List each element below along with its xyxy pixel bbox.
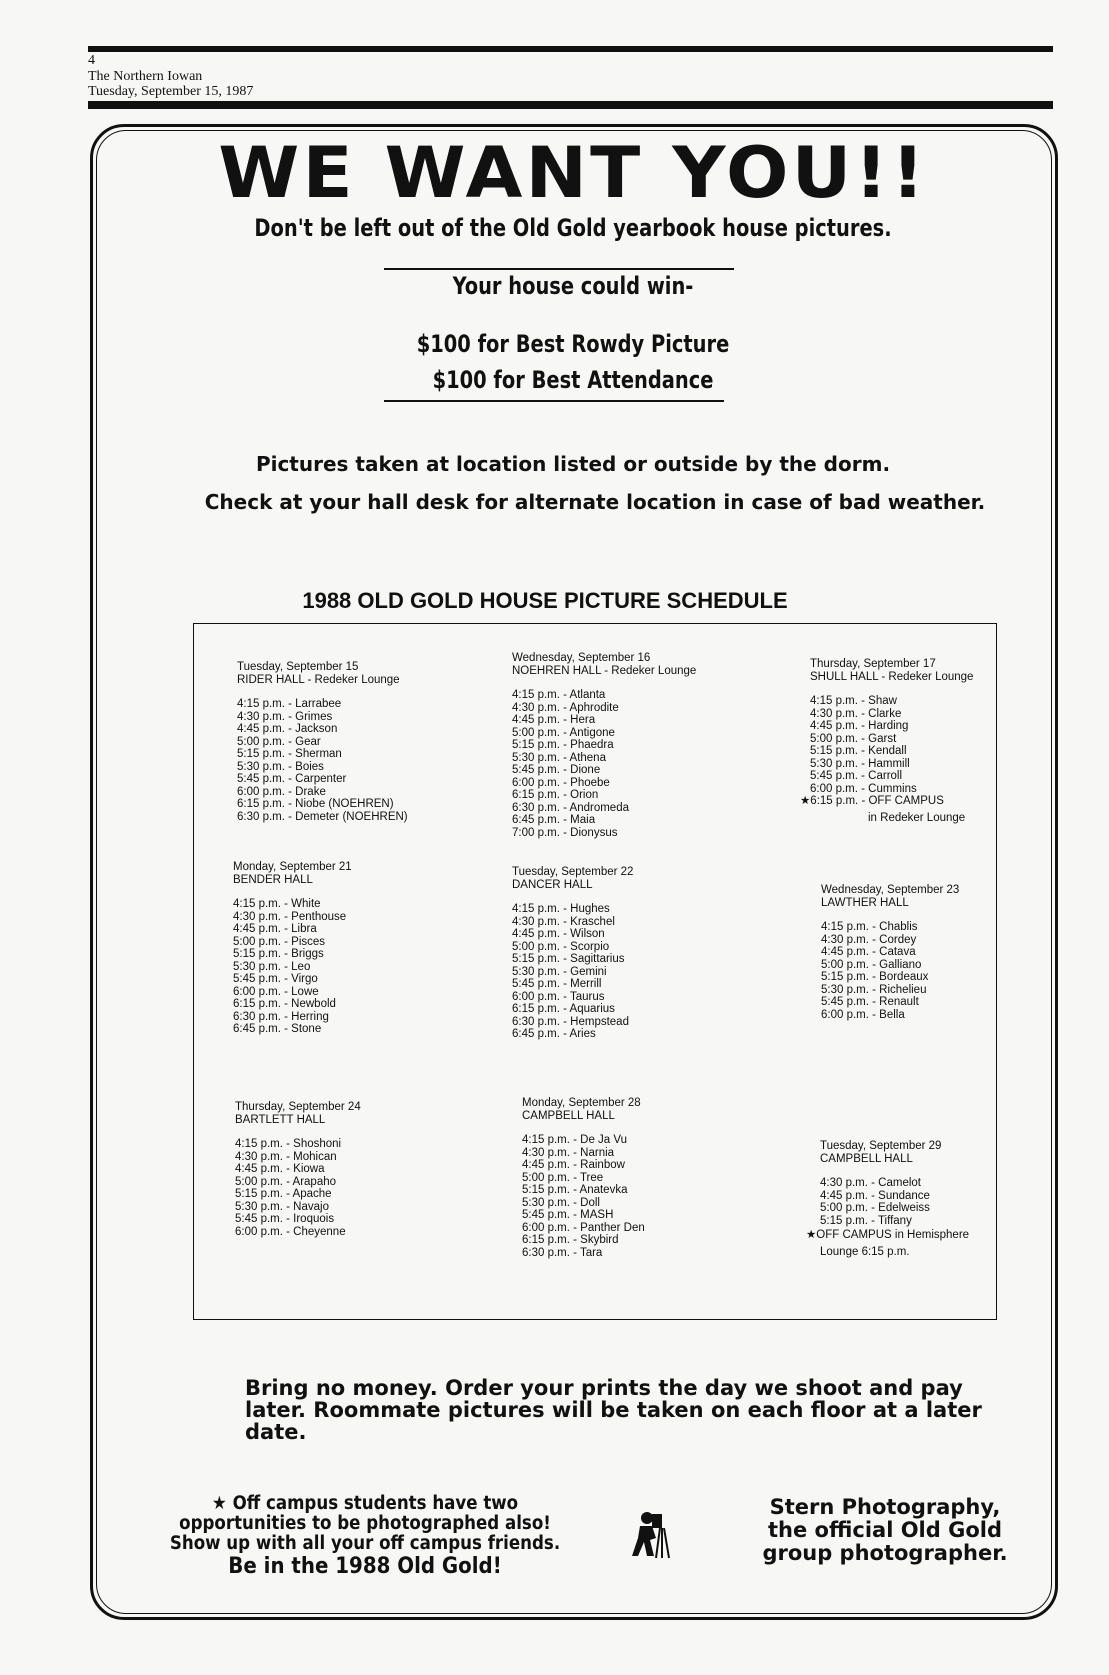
schedule-slot: 4:45 p.m. - Wilson [512,928,605,940]
divider-top [384,268,734,270]
schedule-slot: 5:30 p.m. - Navajo [235,1200,329,1213]
schedule-date: Tuesday, September 15 [237,661,359,673]
schedule-slot: 5:15 p.m. - Apache [235,1188,332,1200]
schedule-slot: 5:00 p.m. - Scorpio [512,940,610,953]
payment-note: Bring no money. Order your prints the day we shoot and pay later. Roommate pictures will be taken on each floor at a later date. [245,1376,982,1444]
schedule-slot: 5:00 p.m. - Antigone [512,726,615,739]
schedule-slot: ★OFF CAMPUS in Hemisphere [806,1229,970,1241]
schedule-date: Wednesday, September 16 [512,652,651,664]
schedule-slot: 5:45 p.m. - Carpenter [237,773,347,785]
prize-rowdy: $100 for Best Rowdy Picture [416,330,730,358]
schedule-title: 1988 OLD GOLD HOUSE PICTURE SCHEDULE [302,588,788,613]
off-campus-note [140,1494,590,1580]
off-campus-cta: Be in the 1988 Old Gold! [228,1554,502,1579]
schedule-slot: 4:30 p.m. - Clarke [810,707,902,720]
photographer-credit [740,1496,1030,1565]
schedule-slot: 5:45 p.m. - Iroquois [235,1213,335,1225]
issue-date: Tuesday, September 15, 1987 [88,84,254,99]
schedule-slot: 4:45 p.m. - Sundance [820,1189,930,1202]
schedule-slot: 5:45 p.m. - Merrill [512,978,602,990]
schedule-slot: 4:30 p.m. - Camelot [820,1177,921,1189]
schedule-slot: 5:15 p.m. - Sherman [237,748,342,760]
credit-line: group photographer. [762,1541,1008,1565]
schedule-date: Tuesday, September 22 [512,866,634,878]
schedule-slot: 5:15 p.m. - Briggs [233,948,324,960]
schedule-slot: 6:15 p.m. - Newbold [233,998,336,1010]
schedule-slot: 4:45 p.m. - Kiowa [235,1163,325,1175]
schedule-slot: 4:45 p.m. - Libra [233,923,317,935]
schedule-slot: 5:15 p.m. - Phaedra [512,739,614,751]
schedule-slot: 5:30 p.m. - Gemini [512,965,607,978]
schedule-slot: 6:15 p.m. - Orion [512,789,599,801]
schedule-slot: 4:30 p.m. - Kraschel [512,915,615,928]
schedule-slot: in Redeker Lounge [868,811,966,824]
schedule-slot: 5:00 p.m. - Garst [810,732,897,745]
schedule-block [800,658,974,824]
credit-line: Stern Photography, [769,1495,1001,1519]
location-note: Pictures taken at location listed or outside by the dorm. [255,452,891,476]
schedule-slot: 6:00 p.m. - Cheyenne [235,1225,346,1238]
schedule-header [237,661,408,686]
schedule-slot: 5:00 p.m. - Tree [522,1171,604,1184]
photographer-camera-icon [632,1510,672,1560]
schedule-slot: 5:15 p.m. - Bordeaux [821,971,929,983]
schedule-slot: 4:45 p.m. - Harding [810,720,909,732]
schedule-slot: ★6:15 p.m. - OFF CAMPUS [800,795,944,807]
schedule-slot: 5:30 p.m. - Doll [522,1196,600,1209]
ad-headline: WE WANT YOU!! [218,132,928,214]
schedule-slot: 5:15 p.m. - Sagittarius [512,953,625,965]
schedule-slot: 5:30 p.m. - Hammill [810,757,910,770]
schedule-slot: 4:15 p.m. - De Ja Vu [522,1134,628,1146]
schedule-slot: 6:00 p.m. - Bella [821,1008,905,1021]
schedule-slot: 6:45 p.m. - Stone [233,1023,322,1035]
schedule-slot: 4:30 p.m. - Grimes [237,710,333,723]
schedule-slot: 6:00 p.m. - Cummins [810,782,917,795]
schedule-hall: LAWTHER HALL [821,896,909,909]
schedule-date: Thursday, September 24 [235,1101,361,1113]
schedule-header [522,1097,645,1122]
credit-line: the official Old Gold [767,1518,1002,1542]
schedule-slot: 4:15 p.m. - Larrabee [237,698,342,710]
schedule-block [237,661,408,823]
top-rule [88,46,1053,52]
schedule-slot: 4:30 p.m. - Mohican [235,1150,337,1163]
schedule-slot: 6:15 p.m. - Niobe (NOEHREN) [237,798,394,810]
divider-bottom [384,400,724,402]
schedule-slot: 5:45 p.m. - Renault [821,996,919,1008]
schedule-slot: 6:30 p.m. - Demeter (NOEHREN) [237,810,408,823]
schedule-block [821,884,959,1021]
off-campus-line: Show up with all your off campus friends. [169,1533,561,1554]
off-campus-line: opportunities to be photographed also! [179,1513,551,1534]
schedule-slot: 6:30 p.m. - Tara [522,1246,603,1259]
schedule-slot: 4:30 p.m. - Narnia [522,1146,615,1159]
win-intro: Your house could win- [452,272,694,300]
schedule-slot: 7:00 p.m. - Dionysus [512,826,618,839]
page-number: 4 [88,53,95,68]
prize-attendance: $100 for Best Attendance [432,366,714,394]
schedule-slot: 4:15 p.m. - Hughes [512,903,610,915]
schedule-block [235,1101,361,1238]
schedule-header [821,884,959,909]
paper-name: The Northern Iowan [88,69,203,84]
schedule-hall: RIDER HALL - Redeker Lounge [237,673,400,686]
schedule-block [806,1140,970,1258]
schedule-slot: 4:30 p.m. - Penthouse [233,910,347,923]
schedule-header [512,866,633,891]
schedule-header [512,652,696,677]
schedule-slot: 5:30 p.m. - Leo [233,960,311,973]
schedule-slot: 4:15 p.m. - Shaw [810,695,897,707]
schedule-block [233,861,352,1036]
schedule-hall: CAMPBELL HALL [522,1109,615,1122]
schedule-date: Thursday, September 17 [810,658,936,670]
schedule-slot: 6:45 p.m. - Maia [512,814,596,826]
schedule-slot: 4:30 p.m. - Cordey [821,933,917,946]
schedule-slot: 5:15 p.m. - Kendall [810,745,907,757]
schedule-slot: 5:00 p.m. - Arapaho [235,1175,337,1188]
schedule-slot: 5:00 p.m. - Galliano [821,958,922,971]
schedule-slot: Lounge 6:15 p.m. [820,1245,910,1258]
schedule-slot: 5:45 p.m. - Carroll [810,770,903,782]
schedule-slot: 5:30 p.m. - Richelieu [821,983,927,996]
schedule-slot: 6:30 p.m. - Hempstead [512,1015,629,1028]
schedule-slot: 6:15 p.m. - Aquarius [512,1003,615,1015]
schedule-hall: SHULL HALL - Redeker Lounge [810,670,974,683]
schedule-date: Monday, September 28 [522,1097,641,1109]
schedule-date: Tuesday, September 29 [820,1140,942,1152]
schedule-slot: 6:00 p.m. - Lowe [233,985,319,998]
schedule-slot: 6:30 p.m. - Andromeda [512,801,629,814]
ad-subheadline: Don't be left out of the Old Gold yearbook house pictures. [254,214,892,242]
schedule-block [512,652,696,839]
schedule-date: Monday, September 21 [233,861,352,873]
schedule-header [233,861,352,886]
schedule-header [810,658,973,683]
schedule-slot: 4:45 p.m. - Jackson [237,723,338,735]
schedule-header [235,1101,361,1126]
schedule-header [820,1140,969,1165]
schedule-slot: 6:15 p.m. - Skybird [522,1234,619,1246]
schedule-slot: 5:45 p.m. - Virgo [233,973,318,985]
schedule-block [522,1097,645,1259]
schedule-slot: 4:45 p.m. - Rainbow [522,1159,625,1171]
schedule-hall: NOEHREN HALL - Redeker Lounge [512,664,697,677]
schedule-slot: 5:30 p.m. - Boies [237,760,324,773]
schedule-slot: 6:30 p.m. - Herring [233,1010,329,1023]
schedule-slot: 5:30 p.m. - Athena [512,751,606,764]
schedule-slot: 5:45 p.m. - Dione [512,764,601,776]
schedule-slot: 4:15 p.m. - White [233,898,321,910]
schedule-slot: 6:00 p.m. - Drake [237,785,326,798]
schedule-hall: DANCER HALL [512,878,593,891]
schedule-date: Wednesday, September 23 [821,884,960,896]
schedule-slot: 5:45 p.m. - MASH [522,1209,614,1221]
masthead-rule [88,101,1053,109]
schedule-slot: 4:45 p.m. - Hera [512,714,596,726]
schedule-slot: 5:00 p.m. - Pisces [233,935,326,948]
schedule-hall: BARTLETT HALL [235,1113,326,1126]
schedule-slot: 4:30 p.m. - Aphrodite [512,701,619,714]
schedule-slot: 6:45 p.m. - Aries [512,1028,596,1040]
schedule-slot: 4:15 p.m. - Chablis [821,921,918,933]
schedule-slot: 6:00 p.m. - Panther Den [522,1221,645,1234]
schedule-hall: BENDER HALL [233,873,313,886]
off-campus-line: ★ Off campus students have two [211,1493,519,1514]
schedule-slot: 4:15 p.m. - Shoshoni [235,1138,342,1150]
schedule-slot: 4:45 p.m. - Catava [821,946,916,958]
schedule-block [512,866,633,1041]
schedule-slot: 5:15 p.m. - Tiffany [820,1214,912,1227]
schedule-slot: 4:15 p.m. - Atlanta [512,689,606,701]
schedule-slot: 5:00 p.m. - Edelweiss [820,1202,930,1214]
schedule-hall: CAMPBELL HALL [820,1152,913,1165]
schedule-slot: 5:00 p.m. - Gear [237,735,321,748]
schedule-slot: 5:15 p.m. - Anatevka [522,1184,628,1196]
schedule-slot: 6:00 p.m. - Phoebe [512,776,610,789]
weather-note: Check at your hall desk for alternate location in case of bad weather. [204,490,986,514]
schedule-slot: 6:00 p.m. - Taurus [512,990,605,1003]
